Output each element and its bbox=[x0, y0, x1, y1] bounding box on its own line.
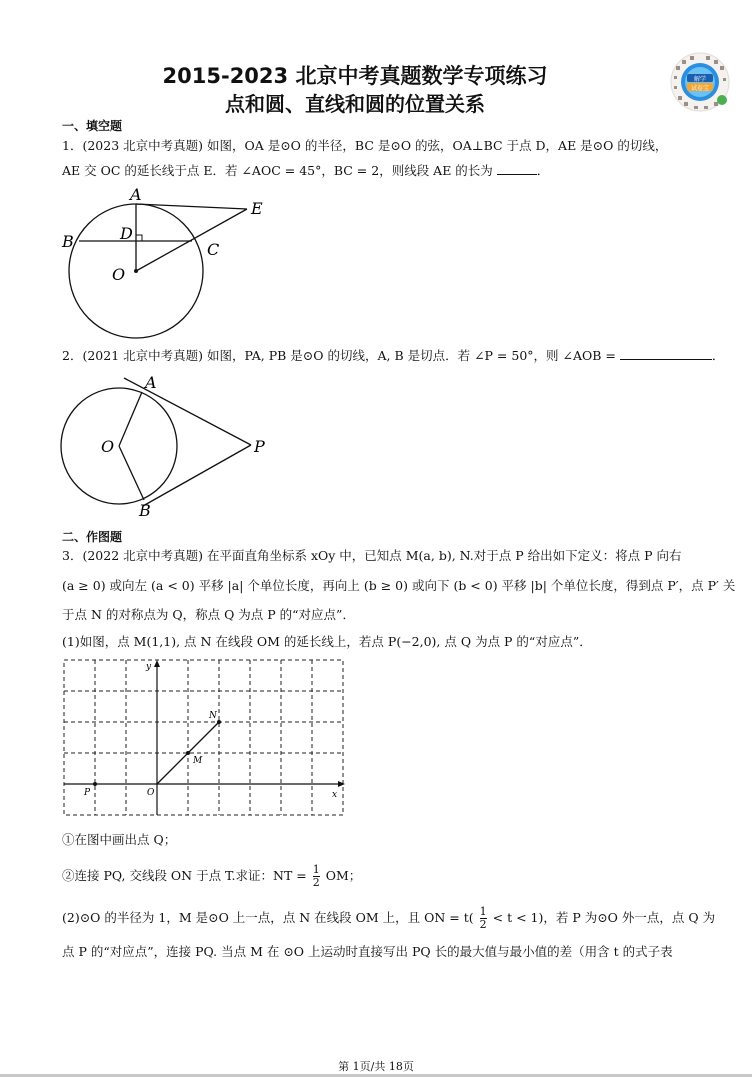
grid-label-y: y bbox=[146, 662, 152, 672]
section-heading-fill-blank: 一、填空题 bbox=[62, 119, 123, 133]
q3-part-2-line-1 bbox=[62, 906, 715, 931]
logo-text-1: 解学 bbox=[693, 76, 707, 83]
q3-line-3: 于点 N 的对称点为 Q，称点 Q 为点 P 的“对应点”． bbox=[62, 607, 355, 622]
grid-label-P: P bbox=[84, 788, 91, 798]
page-number: 第 1页/共 18页 bbox=[338, 1060, 414, 1073]
q3-part-2-denominator: 2 bbox=[479, 918, 487, 931]
q1-line-2-text: AE 交 OC 的延长线于点 E．若 ∠AOC = 45°，BC = 2，则线段 AE 的长为 bbox=[62, 163, 493, 178]
page-subtitle: 点和圆、直线和圆的位置关系 bbox=[225, 92, 485, 116]
q1-line-1: 1．(2023 北京中考真题) 如图，OA 是⊙O 的半径，BC 是⊙O 的弦，OA⊥BC 于点 D，AE 是⊙O 的切线， bbox=[62, 138, 668, 153]
q3-sub-2 bbox=[62, 864, 361, 889]
q3-part-2-line-2: 点 P 的“对应点”，连接 PQ. 当点 M 在 ⊙O 上运动时直接写出 PQ 长的最大值与最小值的差（用含 t 的式子表 bbox=[62, 944, 673, 959]
q1-answer-blank[interactable] bbox=[497, 162, 537, 175]
q1-line-2 bbox=[62, 161, 549, 179]
q3-grid-figure bbox=[62, 657, 350, 819]
q1-label-B: B bbox=[62, 232, 74, 251]
q1-label-D: D bbox=[120, 224, 133, 243]
q3-sub-2-numerator: 1 bbox=[312, 863, 320, 876]
q1-label-A: A bbox=[130, 185, 142, 204]
q3-line-4: (1)如图，点 M(1,1), 点 N 在线段 OM 的延长线上，若点 P(−2,0), 点 Q 为点 P 的“对应点”． bbox=[62, 634, 592, 649]
section-heading-construction: 二、作图题 bbox=[62, 530, 123, 544]
q2-label-P: P bbox=[254, 437, 265, 456]
q3-sub-2-denominator: 2 bbox=[312, 876, 320, 889]
q2-line-1-text: 2．(2021 北京中考真题) 如图，PA, PB 是⊙O 的切线，A, B 是切点．若 ∠P = 50°，则 ∠AOB = bbox=[62, 348, 616, 363]
q1-figure bbox=[55, 182, 285, 342]
grid-label-N: N bbox=[209, 711, 217, 721]
qr-logo bbox=[670, 52, 730, 112]
q2-figure bbox=[55, 372, 285, 522]
logo-text-2: 试卷宝 bbox=[690, 85, 710, 92]
q3-part-2-fraction bbox=[480, 906, 487, 931]
q3-part-2-pre: (2)⊙O 的半径为 1，M 是⊙O 上一点，点 N 在线段 OM 上，且 ON = t( bbox=[62, 910, 474, 925]
q2-label-A: A bbox=[145, 373, 157, 392]
q3-sub-2-post: OM； bbox=[325, 868, 362, 883]
page-title: 2015-2023 北京中考真题数学专项练习 bbox=[162, 64, 548, 88]
q3-line-2: (a ≥ 0) 或向左 (a < 0) 平移 |a| 个单位长度，再向上 (b ≥ 0) 或向下 (b < 0) 平移 |b| 个单位长度，得到点 P′，点 P′ 关 bbox=[62, 578, 736, 593]
q3-part-2-post: < t < 1)，若 P 为⊙O 外一点，点 Q 为 bbox=[492, 910, 716, 925]
q1-line-2-end: ． bbox=[536, 163, 550, 178]
q3-sub-1: ①在图中画出点 Q； bbox=[62, 832, 177, 847]
q2-line-1 bbox=[62, 346, 724, 364]
q1-label-C: C bbox=[207, 240, 220, 259]
q2-answer-blank[interactable] bbox=[620, 347, 712, 360]
q3-sub-2-fraction bbox=[313, 864, 320, 889]
q3-part-2-numerator: 1 bbox=[479, 905, 487, 918]
q2-label-B: B bbox=[139, 501, 151, 520]
q2-label-O: O bbox=[101, 437, 115, 456]
q3-line-1: 3．(2022 北京中考真题) 在平面直角坐标系 xOy 中，已知点 M(a, b), N.对于点 P 给出如下定义：将点 P 向右 bbox=[62, 548, 682, 563]
q2-line-1-end: ． bbox=[711, 348, 725, 363]
q1-label-O: O bbox=[112, 265, 126, 284]
grid-label-O: O bbox=[147, 788, 155, 798]
q1-label-E: E bbox=[251, 199, 263, 218]
grid-label-x: x bbox=[332, 790, 338, 800]
q3-sub-2-pre: ②连接 PQ, 交线段 ON 于点 T.求证：NT = bbox=[62, 868, 307, 883]
grid-label-M: M bbox=[193, 756, 203, 766]
